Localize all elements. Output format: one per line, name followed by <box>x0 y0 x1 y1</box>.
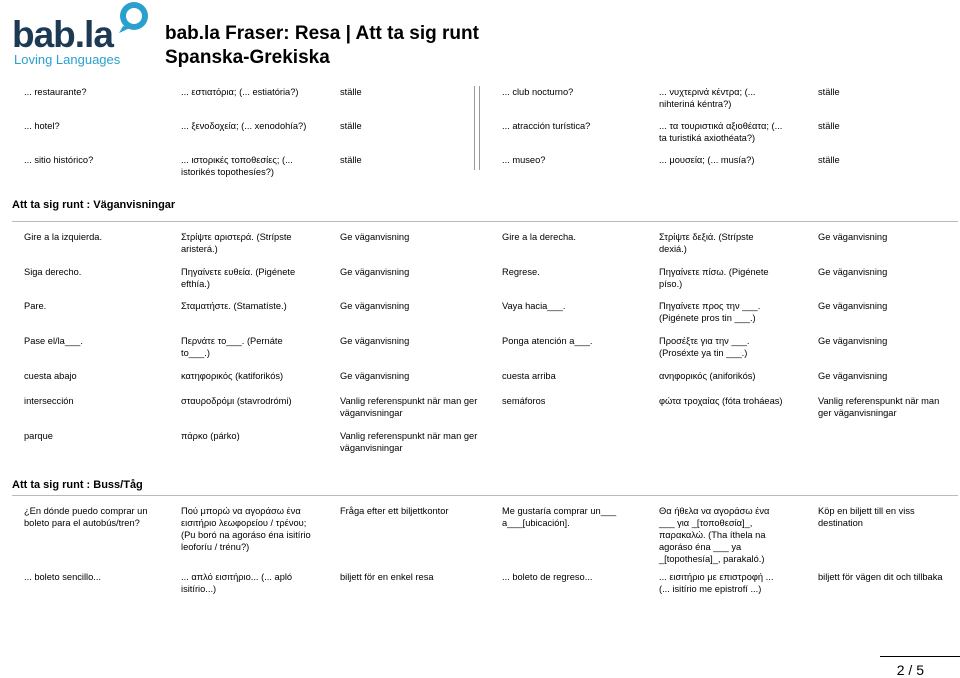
phrase-usage: ställe <box>818 87 840 97</box>
phrase-translation: ... ιστορικές τοποθεσίες; (... istorikés topothesíes?) <box>181 155 293 177</box>
phrase-usage: Ge väganvisning <box>818 232 888 242</box>
phrase-translation: Περνάτε το___. (Pernáte to___.) <box>181 336 283 358</box>
phrase-source: ... museo? <box>502 155 546 165</box>
phrase-translation: ... εστιατόρια; (... estiatória?) <box>181 87 299 97</box>
logo-word: bab.la <box>12 14 113 55</box>
phrase-usage: Vanlig referenspunkt när man ger väganvisningar <box>340 396 478 418</box>
title-line-2: Spanska-Grekiska <box>165 47 330 68</box>
page-number: 2 / 5 <box>896 662 924 678</box>
section-divider <box>12 495 958 496</box>
phrase-translation: Σταματήστε. (Stamatíste.) <box>181 301 287 311</box>
phrase-usage: Ge väganvisning <box>818 267 888 277</box>
title-line-1: bab.la Fraser: Resa | Att ta sig runt <box>165 23 479 44</box>
phrase-usage: biljett för en enkel resa <box>340 572 434 582</box>
phrase-source: Me gustaría comprar un___ a___[ubicación]. <box>502 506 617 528</box>
phrase-usage: ställe <box>340 155 362 165</box>
phrase-usage: Ge väganvisning <box>818 371 888 381</box>
phrase-source: Ponga atención a___. <box>502 336 593 346</box>
phrase-usage: Ge väganvisning <box>818 336 888 346</box>
section-divider <box>12 221 958 222</box>
phrase-usage: ställe <box>818 121 840 131</box>
phrase-translation: ... τα τουριστικά αξιοθέατα; (... ta turistiká axiothéata?) <box>659 121 783 143</box>
phrase-source: Regrese. <box>502 267 540 277</box>
phrase-usage: Vanlig referenspunkt när man ger väganvisningar <box>818 396 940 418</box>
phrase-source: ... club nocturno? <box>502 87 574 97</box>
phrase-translation: ... απλό εισιτήριο... (... apló isitírio...) <box>181 572 293 594</box>
phrase-translation: Πηγαίνετε πίσω. (Pigénete píso.) <box>659 267 769 289</box>
page-rule <box>880 656 960 657</box>
phrase-source: ... atracción turística? <box>502 121 591 131</box>
phrase-translation: φώτα τροχαίας (fóta troháeas) <box>659 396 783 406</box>
phrase-usage: Ge väganvisning <box>818 301 888 311</box>
phrase-source: Gire a la izquierda. <box>24 232 103 242</box>
phrase-translation: Θα ήθελα να αγοράσω ένα ___ για _[τοποθεσία]_, παρακαλώ. (Tha íthela na agoráso éna ___ ya _[topothesía]_, parakaló.) <box>659 506 770 564</box>
phrase-usage: ställe <box>340 121 362 131</box>
phrase-source: Pare. <box>24 301 47 311</box>
phrase-usage: Fråga efter ett biljettkontor <box>340 506 449 516</box>
phrase-source: Vaya hacia___. <box>502 301 566 311</box>
logo-tagline: Loving Languages <box>14 52 121 67</box>
phrase-source: ¿En dónde puedo comprar un boleto para el autobús/tren? <box>24 506 148 528</box>
phrase-source: cuesta abajo <box>24 371 77 381</box>
phrase-source: semáforos <box>502 396 546 406</box>
phrase-source: Gire a la derecha. <box>502 232 576 242</box>
phrase-usage: Ge väganvisning <box>340 301 410 311</box>
phrase-translation: Πού μπορώ να αγοράσω ένα εισιτήριο λεωφορείου / τρένου; (Pu boró na agoráso éna isitírio leoforíu / trénu?) <box>181 506 311 552</box>
phrase-source: Siga derecho. <box>24 267 82 277</box>
phrase-usage: Köp en biljett till en viss destination <box>818 506 915 528</box>
phrase-usage: Ge väganvisning <box>340 336 410 346</box>
phrase-usage: Ge väganvisning <box>340 267 410 277</box>
phrase-source: Pase el/la___. <box>24 336 83 346</box>
phrase-source: ... restaurante? <box>24 87 87 97</box>
phrase-source: intersección <box>24 396 74 406</box>
phrase-usage: Ge väganvisning <box>340 371 410 381</box>
phrase-usage: ställe <box>818 155 840 165</box>
logo[interactable] <box>12 0 152 70</box>
phrase-usage: Vanlig referenspunkt när man ger väganvisningar <box>340 431 478 453</box>
phrase-translation: ... εισιτήριο με επιστροφή ... (... isitírio me epistrofí ...) <box>659 572 774 594</box>
phrase-translation: Πηγαίνετε ευθεία. (Pigénete efthía.) <box>181 267 296 289</box>
phrase-translation: σταυροδρόμι (stavrodrómi) <box>181 396 292 406</box>
phrase-usage: biljett för vägen dit och tillbaka <box>818 572 943 582</box>
phrase-translation: ανηφορικός (aniforikós) <box>659 371 756 381</box>
header <box>12 0 952 70</box>
speech-bubble-icon <box>117 0 151 34</box>
phrase-source: ... boleto de regreso... <box>502 572 593 582</box>
phrase-translation: Προσέξτε για την ___. (Proséxte ya tin ___.) <box>659 336 750 358</box>
phrase-translation: Πηγαίνετε προς την ___. (Pigénete pros tin ___.) <box>659 301 761 323</box>
phrase-source: ... hotel? <box>24 121 60 131</box>
phrase-source: cuesta arriba <box>502 371 556 381</box>
phrase-translation: ... ξενοδοχεία; (... xenodohía?) <box>181 121 307 131</box>
phrase-translation: ... μουσεία; (... musía?) <box>659 155 755 165</box>
section-heading: Att ta sig runt : Buss/Tåg <box>12 479 143 491</box>
phrase-translation: Στρίψτε αριστερά. (Strípste aristerá.) <box>181 232 292 254</box>
phrase-usage: ställe <box>340 87 362 97</box>
phrase-source: ... boleto sencillo... <box>24 572 101 582</box>
phrase-source: ... sitio histórico? <box>24 155 94 165</box>
phrase-usage: Ge väganvisning <box>340 232 410 242</box>
section-heading: Att ta sig runt : Väganvisningar <box>12 199 176 211</box>
page-title <box>165 22 479 70</box>
phrase-translation: πάρκο (párko) <box>181 431 240 441</box>
phrase-translation: κατηφορικός (katiforikós) <box>181 371 284 381</box>
phrase-translation: Στρίψτε δεξιά. (Strípste dexiá.) <box>659 232 754 254</box>
phrase-translation: ... νυχτερινά κέντρα; (... nihteriná kéntra?) <box>659 87 756 109</box>
phrase-source: parque <box>24 431 53 441</box>
